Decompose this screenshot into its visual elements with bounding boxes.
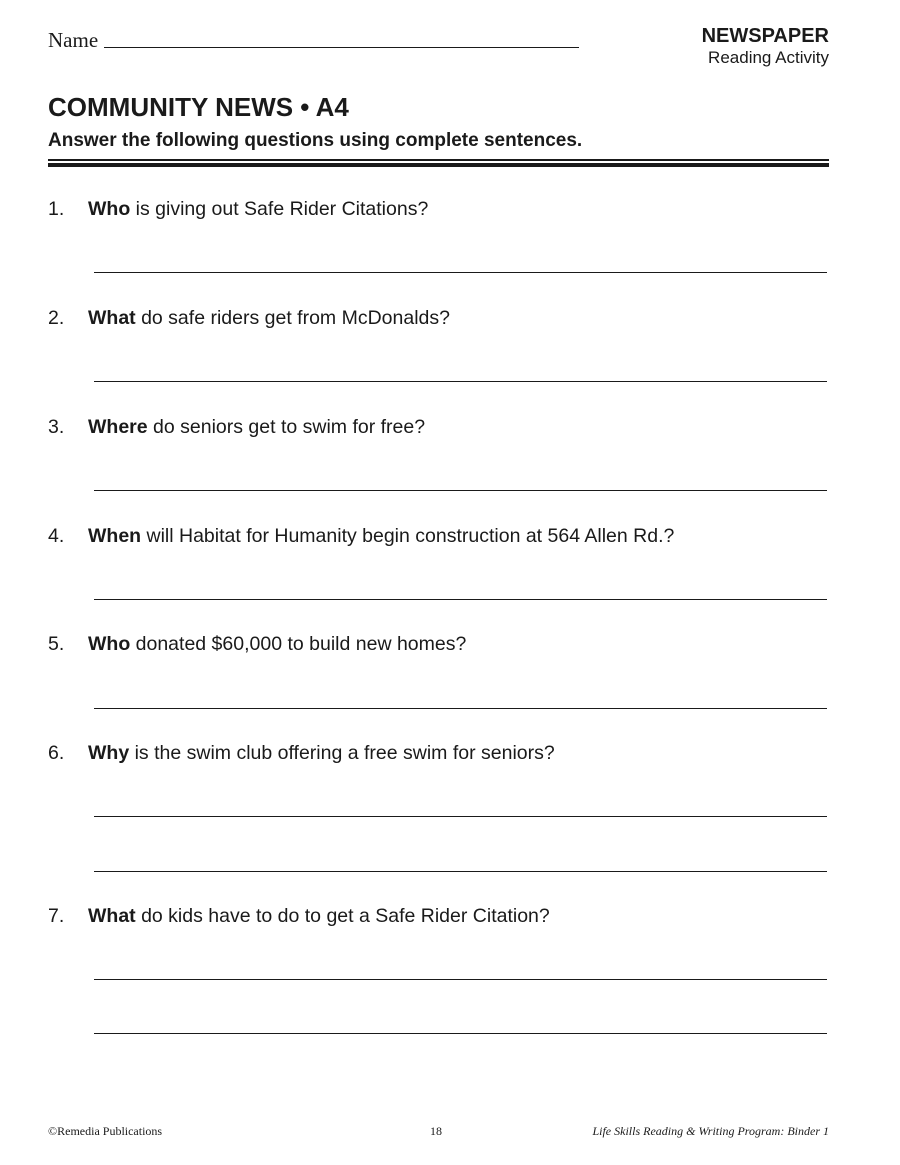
header-divider-thick — [48, 163, 829, 167]
footer-page-number: 18 — [430, 1124, 442, 1138]
answer-line-5[interactable] — [94, 708, 827, 709]
footer-copyright: ©Remedia Publications — [48, 1124, 163, 1138]
question-number: 5. — [48, 633, 65, 655]
question-4 — [48, 524, 674, 548]
question-body: donated $60,000 to build new homes? — [130, 633, 467, 655]
question-1 — [48, 197, 428, 221]
question-keyword: What — [88, 905, 136, 927]
question-text — [88, 741, 555, 765]
question-text — [88, 632, 466, 656]
header-subcategory: Reading Activity — [708, 48, 829, 67]
question-keyword: Why — [88, 742, 130, 764]
question-keyword: Who — [88, 633, 131, 655]
answer-line-6a[interactable] — [94, 816, 827, 817]
answer-line-6b[interactable] — [94, 871, 827, 872]
name-blank-line[interactable] — [104, 47, 579, 48]
question-text — [88, 415, 425, 439]
answer-line-1[interactable] — [94, 272, 827, 273]
question-3 — [48, 415, 425, 439]
question-body: will Habitat for Humanity begin construction at 564 Allen Rd.? — [141, 525, 675, 547]
question-text — [88, 306, 450, 330]
header-divider-thin — [48, 159, 829, 161]
footer-program-title: Life Skills Reading & Writing Program: Binder 1 — [592, 1124, 829, 1138]
question-7 — [48, 904, 550, 928]
answer-line-4[interactable] — [94, 599, 827, 600]
question-keyword: Who — [88, 198, 131, 220]
answer-line-3[interactable] — [94, 490, 827, 491]
question-keyword: What — [88, 307, 136, 329]
page-title: COMMUNITY NEWS • A4 — [48, 92, 349, 122]
question-body: do seniors get to swim for free? — [147, 416, 426, 438]
question-body: do kids have to do to get a Safe Rider Citation? — [135, 905, 550, 927]
question-number: 2. — [48, 307, 65, 329]
answer-line-2[interactable] — [94, 381, 827, 382]
question-number: 7. — [48, 905, 65, 927]
header-category-block — [702, 25, 829, 68]
question-number: 6. — [48, 742, 65, 764]
header-category: NEWSPAPER — [701, 25, 829, 47]
question-6 — [48, 741, 555, 765]
question-body: is giving out Safe Rider Citations? — [130, 198, 429, 220]
answer-line-7a[interactable] — [94, 979, 827, 980]
question-text — [88, 524, 674, 548]
question-text — [88, 904, 550, 928]
question-2 — [48, 306, 450, 330]
question-number: 3. — [48, 416, 65, 438]
name-row — [48, 28, 579, 52]
question-body: is the swim club offering a free swim for seniors? — [129, 742, 555, 764]
question-body: do safe riders get from McDonalds? — [135, 307, 450, 329]
question-keyword: Where — [88, 416, 148, 438]
name-label: Name — [48, 28, 99, 52]
question-number: 4. — [48, 525, 65, 547]
question-text — [88, 197, 428, 221]
question-number: 1. — [48, 198, 65, 220]
question-keyword: When — [88, 525, 142, 547]
instructions: Answer the following questions using complete sentences. — [48, 130, 583, 151]
question-5 — [48, 632, 466, 656]
answer-line-7b[interactable] — [94, 1033, 827, 1034]
